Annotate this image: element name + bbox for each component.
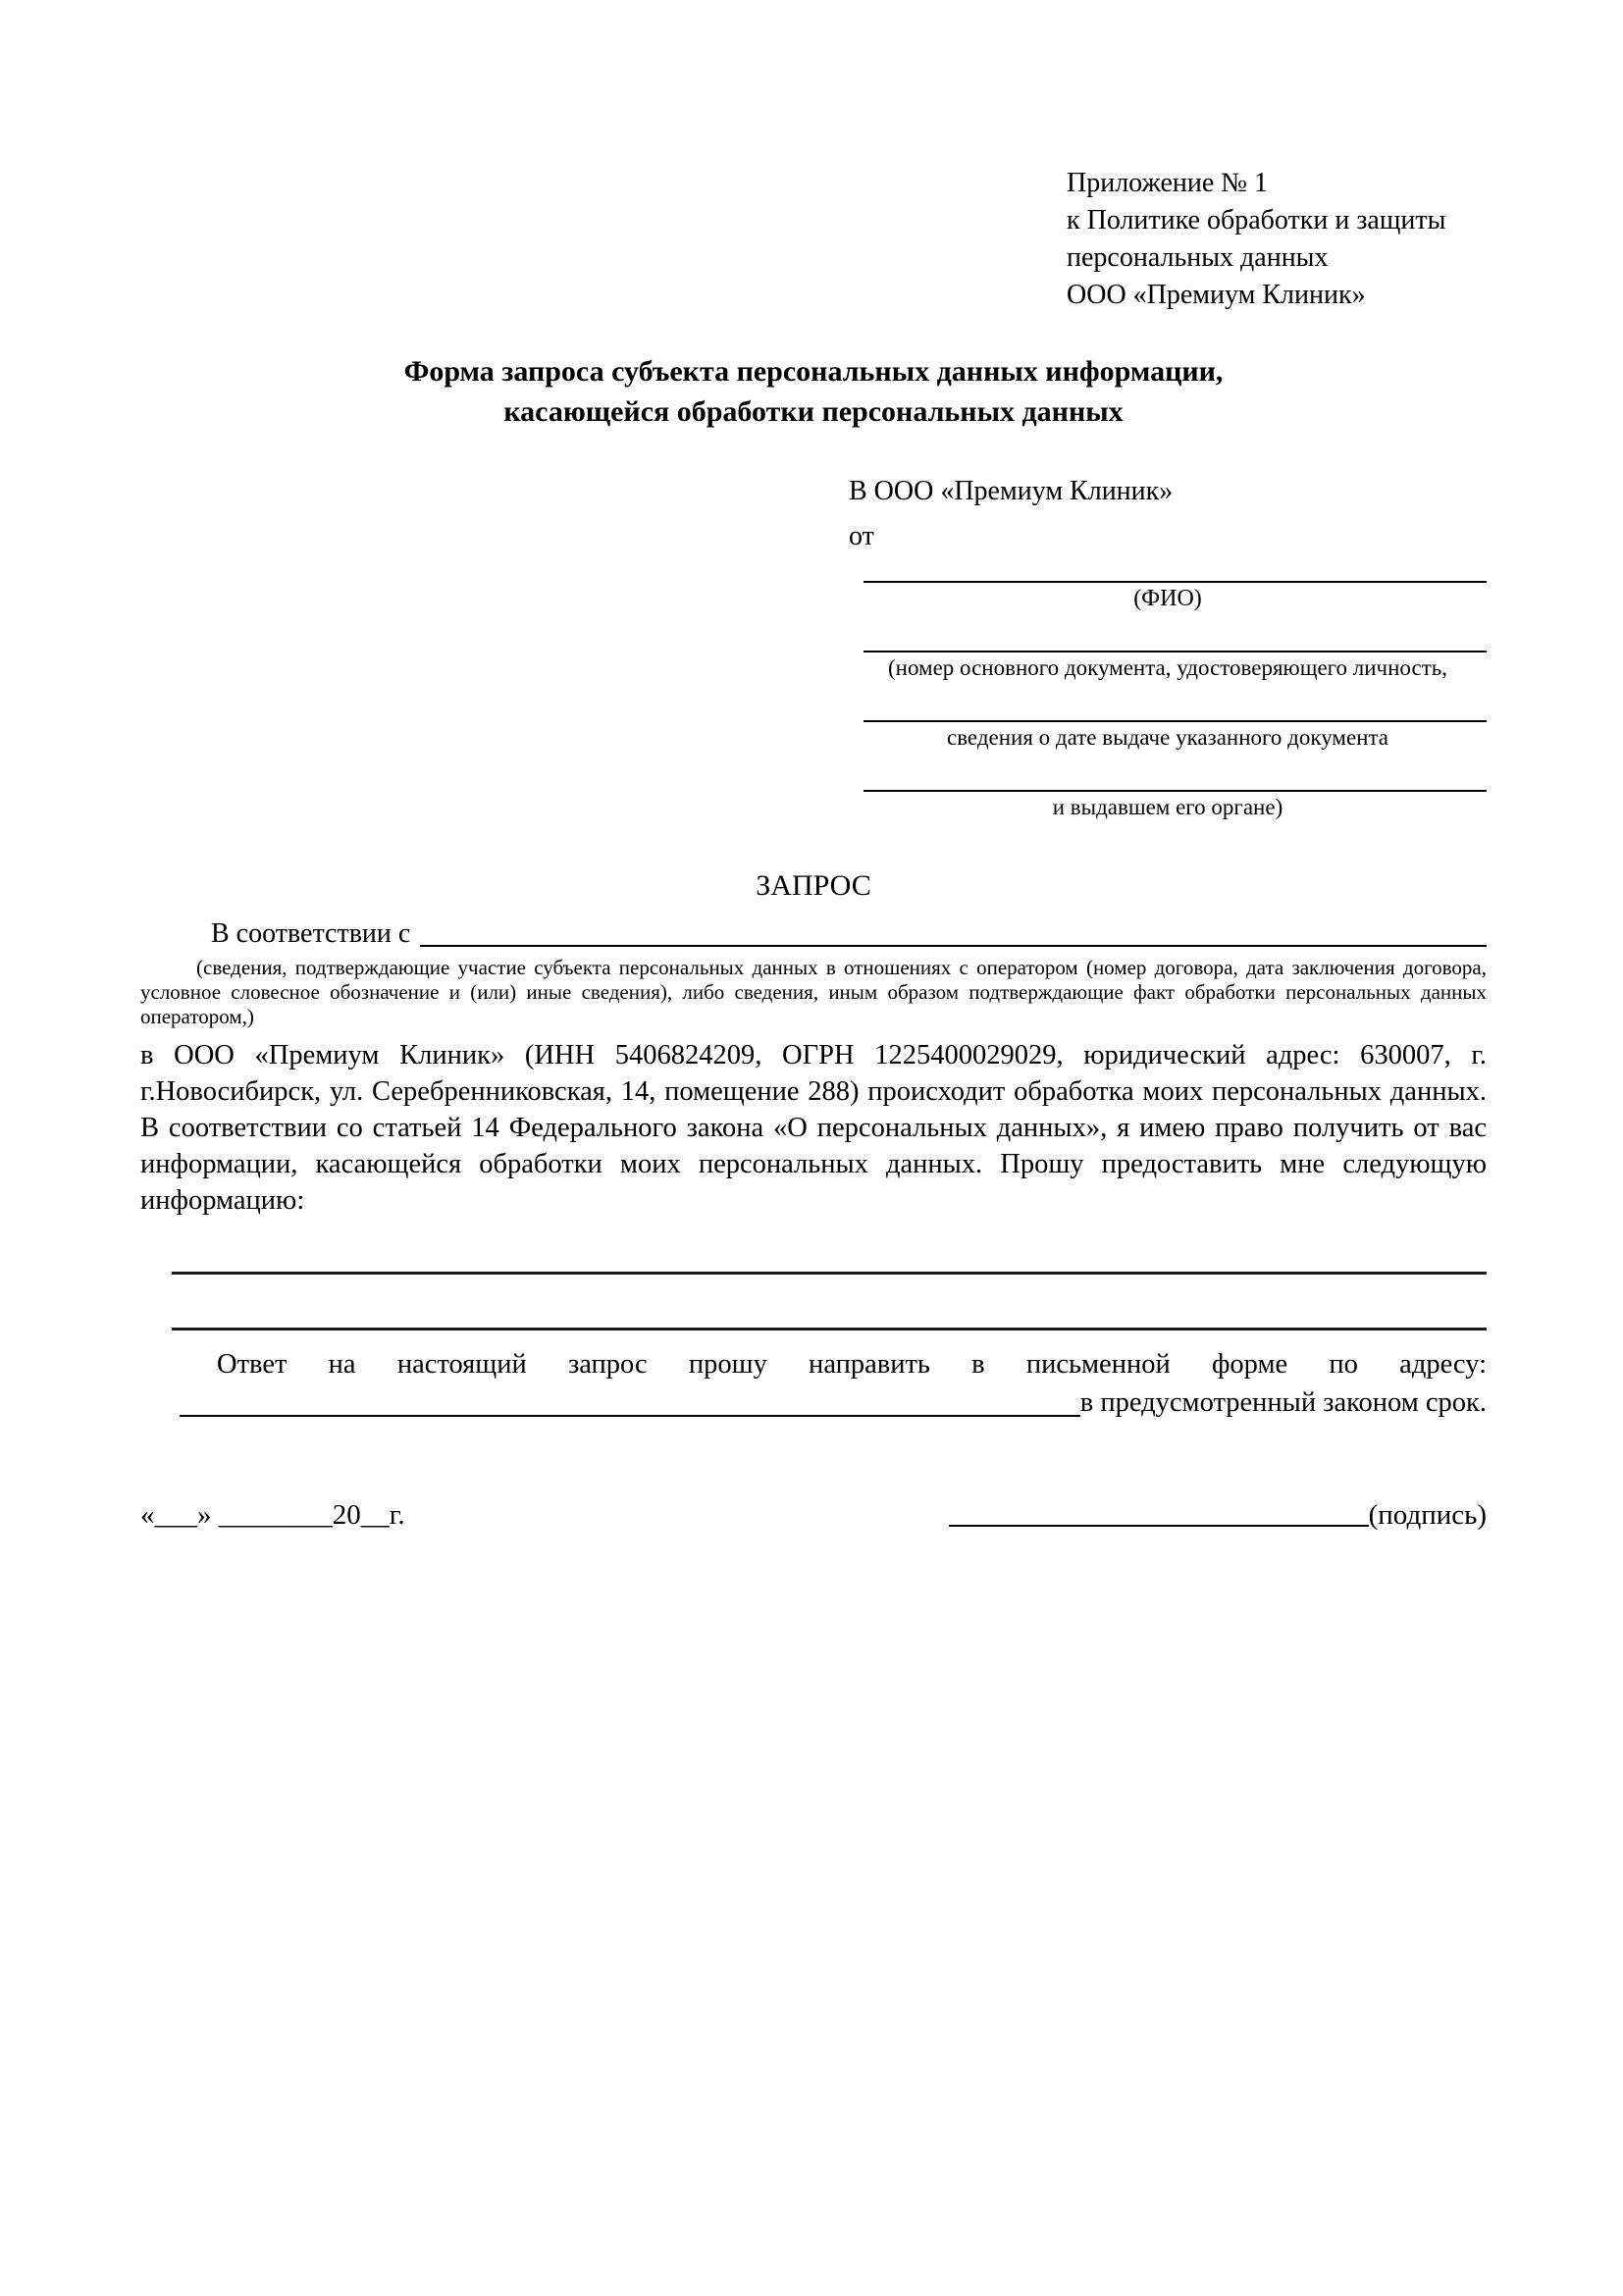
signature-line [949, 1525, 1369, 1527]
appendix-header-line-1: Приложение № 1 [1067, 168, 1268, 198]
signature-field [949, 1497, 1487, 1533]
appendix-header-line-3: персональных данных [1067, 242, 1329, 273]
addressee-organization: В ООО «Премиум Клиник» [849, 476, 1174, 506]
issue-date-field-line [864, 720, 1487, 722]
reply-term-suffix: в предусмотренный законом срок. [1079, 1387, 1487, 1418]
request-body: в ООО «Премиум Клиник» (ИНН 5406824209, ОГРН 1225400029029, юридический адрес: 630007, г. г.Новосибирск, ул. Серебренниковская, 14, помещение 288) происходит обработка моих персональных данных. В соответствии со статьей 14 Федерального закона «О персональных данных», я имею право получить от вас информации, касающейся обработки моих персональных данных. Прошу предоставить мне следующую информацию: [140, 1040, 1487, 1216]
issuing-authority-caption: и выдавшем его органе) [1052, 795, 1283, 819]
requested-info-field-line-1 [172, 1272, 1487, 1275]
accordance-prefix: В соответствии с [211, 918, 411, 949]
document-number-caption: (номер основного документа, удостоверяющего личность, [887, 655, 1447, 680]
accordance-line [140, 916, 1487, 952]
fio-caption: (ФИО) [1133, 586, 1202, 611]
form-title-line-1: Форма запроса субъекта персональных данных информации, [403, 355, 1224, 388]
addressee-from-label: от [849, 521, 874, 551]
reply-address-sentence: Ответ на настоящий запрос прошу направить в письменной форме по адресу: [217, 1349, 1487, 1380]
form-title-line-2: касающейся обработки персональных данных [503, 395, 1124, 428]
accordance-footnote: (сведения, подтверждающие участие субъекта персональных данных в отношениях с оператором (номер договора, дата заключения договора, условное словесное обозначение и (или) иные сведения), либо сведения, иным образом подтверждающие факт обработки персональных данных оператором,) [140, 956, 1487, 1028]
issue-date-caption: сведения о дате выдаче указанного документа [946, 725, 1389, 750]
fio-field-line [864, 581, 1487, 583]
request-heading: ЗАПРОС [756, 869, 871, 902]
signature-row [140, 1497, 1487, 1533]
reply-address-field-line [180, 1415, 1080, 1417]
reply-address-row [140, 1383, 1487, 1423]
appendix-header-line-4: ООО «Премиум Клиник» [1067, 280, 1366, 310]
appendix-header [1067, 165, 1487, 314]
date-field: «___» ________20__г. [140, 1499, 405, 1531]
issuing-authority-field-line [864, 790, 1487, 792]
form-title [140, 351, 1487, 432]
document-number-field-line [864, 651, 1487, 652]
appendix-header-line-2: к Политике обработки и защиты [1067, 205, 1446, 235]
accordance-field-line [420, 945, 1487, 947]
requested-info-field-line-2 [172, 1328, 1487, 1331]
addressee-block [849, 475, 1487, 820]
signature-caption: (подпись) [1368, 1499, 1487, 1531]
